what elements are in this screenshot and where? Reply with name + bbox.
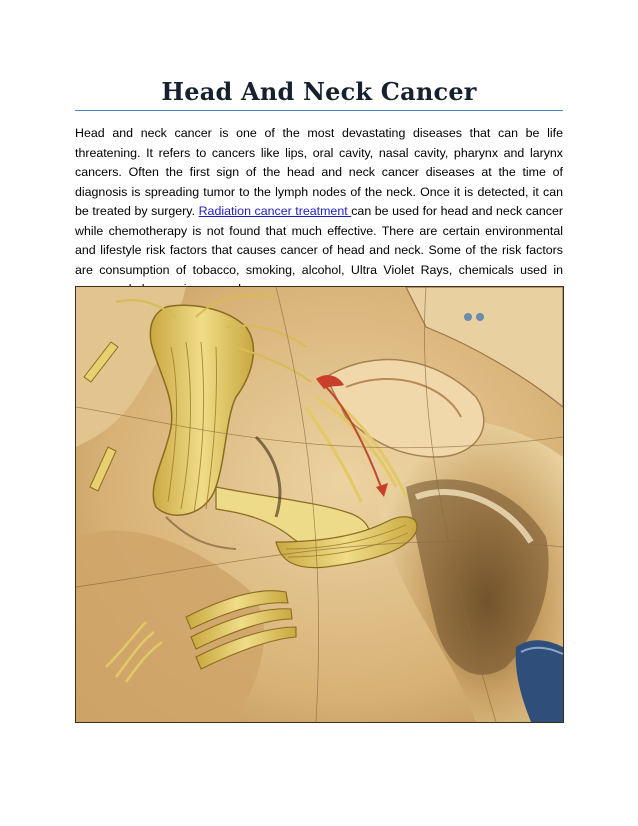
anatomical-illustration [75,286,564,723]
body-paragraph [75,124,563,300]
title-underline [75,110,563,111]
anatomical-illustration-icon [76,287,563,722]
paragraph-text-after-link: can be used for head and neck cancer while chemotherapy is not found that much effective. There are certain environmental and lifestyle risk factors that causes cancer of head and neck. Some of the risk factors are consumption of tobacco, smoking, alcohol, Ultra Violet Rays, chemicals used in [75,204,563,277]
paragraph-text-before-link: Head and neck cancer is one of the most devastating diseases that can be life threatening. It refers to cancers like lips, oral cavity, nasal cavity, pharynx and larynx cancers. Often the first sign of the head and neck cancer diseases at the time of diagnosis is spreading tumor to the lymph nodes of the neck. Once it is detected, it can be treated by surgery. [75,126,563,218]
radiation-cancer-treatment-link[interactable]: Radiation cancer treatment [198,204,352,218]
page-title: Head And Neck Cancer [161,77,477,106]
